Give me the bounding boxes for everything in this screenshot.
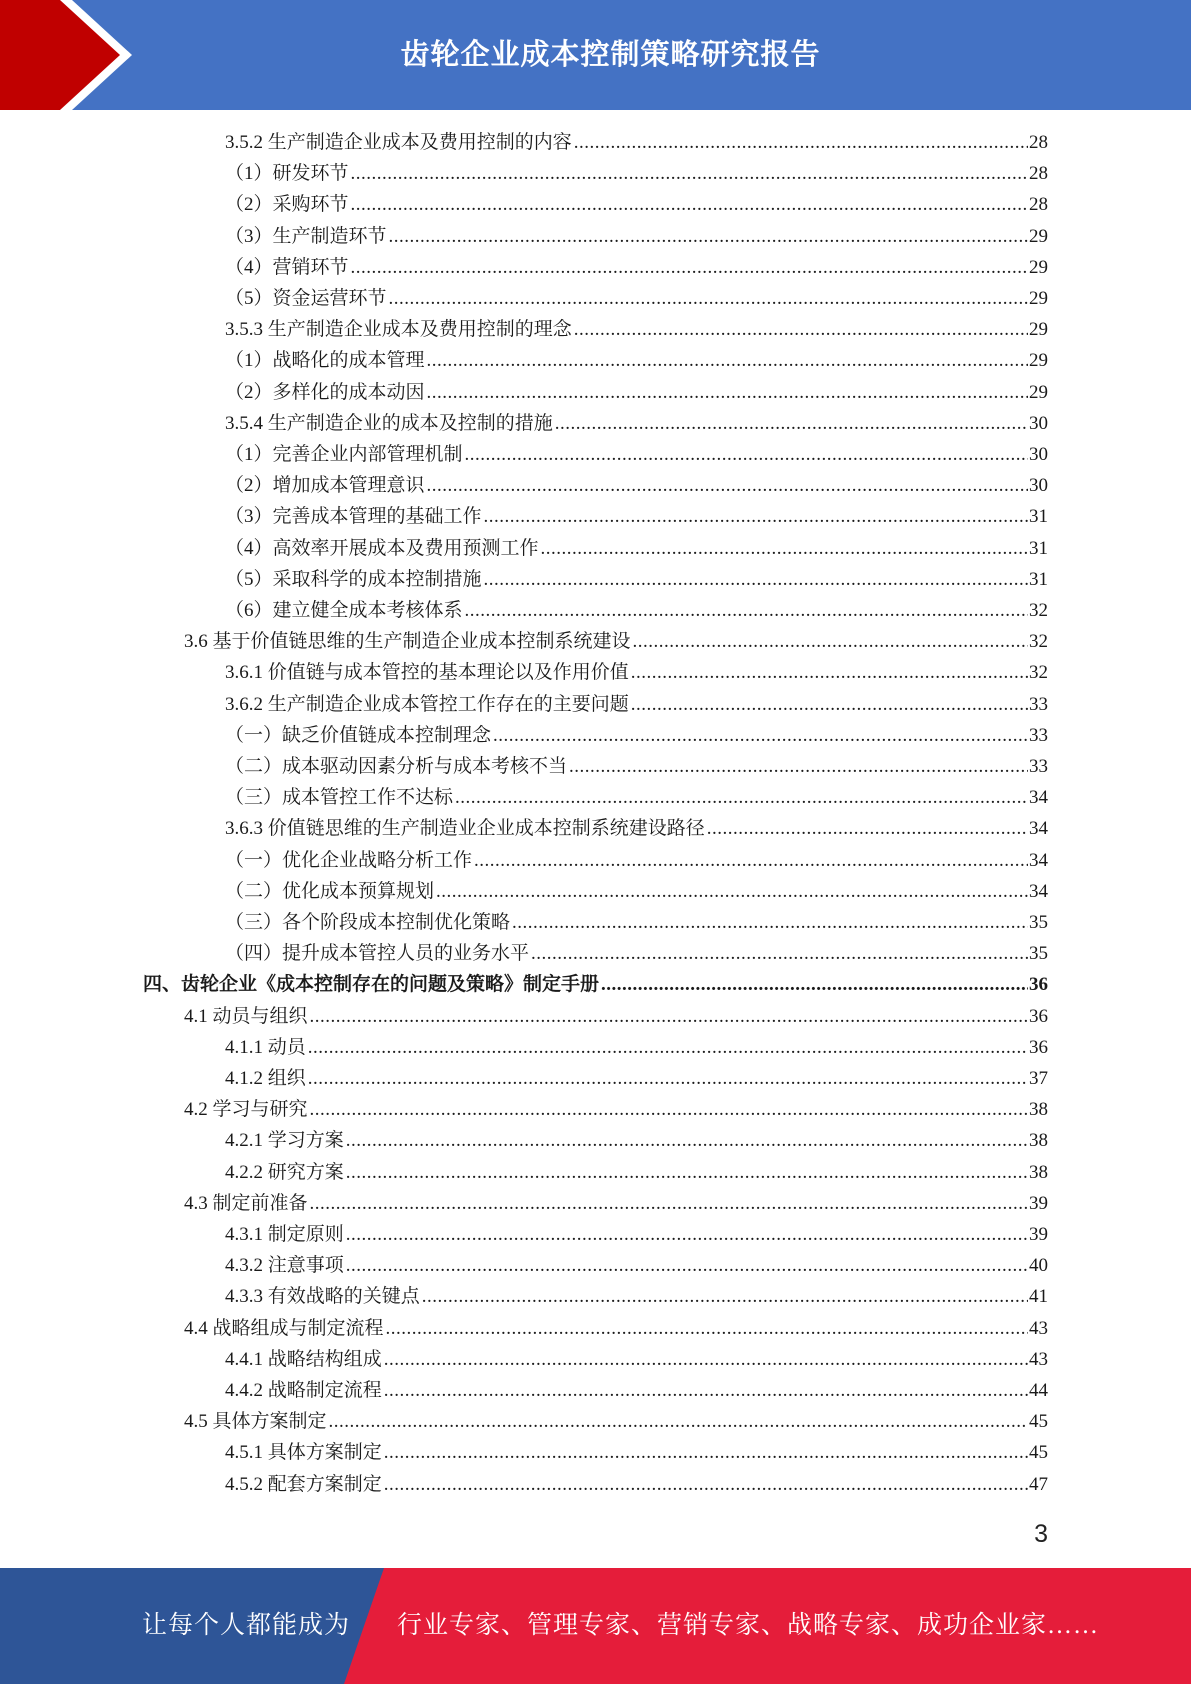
toc-dot-leader — [310, 1001, 1028, 1032]
toc-entry[interactable] — [225, 1469, 1048, 1500]
toc-entry-page: 34 — [1029, 880, 1048, 902]
toc-entry-page: 40 — [1029, 1255, 1048, 1277]
toc-entry-page: 43 — [1029, 1348, 1048, 1370]
toc-entry[interactable] — [225, 408, 1048, 439]
toc-entry-page: 29 — [1029, 381, 1048, 403]
toc-entry-page: 38 — [1029, 1130, 1048, 1152]
toc-entry[interactable] — [225, 595, 1048, 626]
toc-entry[interactable] — [184, 1001, 1048, 1032]
toc-entry-label: （5）资金运营环节 — [225, 288, 387, 309]
toc-entry-label: 4.2.2 研究方案 — [225, 1161, 344, 1183]
toc-entry[interactable] — [225, 1125, 1048, 1156]
toc-entry-page: 29 — [1029, 225, 1048, 247]
toc-entry[interactable] — [225, 127, 1048, 158]
toc-entry[interactable] — [225, 689, 1048, 720]
toc-entry-page: 32 — [1029, 631, 1048, 653]
toc-entry-label: 4.2.1 学习方案 — [225, 1130, 344, 1152]
toc-entry-page: 44 — [1029, 1380, 1048, 1401]
toc-dot-leader — [465, 439, 1028, 470]
toc-entry-page: 45 — [1029, 1411, 1048, 1433]
toc-entry[interactable] — [225, 1219, 1048, 1250]
page-title: 齿轮企业成本控制策略研究报告 — [400, 36, 821, 71]
toc-dot-leader — [386, 1313, 1028, 1344]
toc-dot-leader — [389, 283, 1028, 314]
toc-entry-label: 4.3.3 有效战略的关键点 — [225, 1286, 420, 1308]
toc-entry[interactable] — [225, 845, 1048, 876]
toc-entry[interactable] — [225, 345, 1048, 376]
toc-dot-leader — [351, 189, 1028, 220]
toc-entry-label: 3.6.1 价值链与成本管控的基本理论以及作用价值 — [225, 662, 629, 684]
toc-dot-leader — [389, 221, 1028, 252]
toc-dot-leader — [631, 657, 1028, 688]
toc-entry-page: 30 — [1029, 412, 1048, 434]
toc-entry-page: 36 — [1029, 1005, 1048, 1027]
toc-entry-label: 3.6.2 生产制造企业成本管控工作存在的主要问题 — [225, 693, 629, 715]
page-number: 3 — [1034, 1520, 1048, 1548]
toc-entry[interactable] — [225, 751, 1048, 782]
toc-entry[interactable] — [225, 439, 1048, 470]
toc-entry[interactable] — [225, 470, 1048, 501]
toc-entry-label: （1）研发环节 — [225, 163, 349, 185]
toc-entry-label: 四、齿轮企业《成本控制存在的问题及策略》制定手册 — [143, 974, 600, 996]
toc-dot-leader — [310, 1188, 1028, 1219]
toc-entry-page: 35 — [1029, 912, 1048, 933]
toc-entry-page: 39 — [1029, 1192, 1048, 1214]
toc-dot-leader — [384, 1344, 1028, 1375]
toc-entry[interactable] — [225, 314, 1048, 345]
toc-entry-label: （一）缺乏价值链成本控制理念 — [225, 724, 492, 746]
toc-entry-page: 31 — [1029, 537, 1048, 559]
toc-entry[interactable] — [225, 283, 1048, 314]
toc-entry-page: 29 — [1029, 288, 1048, 309]
toc-entry-label: 4.1.1 动员 — [225, 1036, 306, 1058]
toc-dot-leader — [308, 1032, 1028, 1063]
toc-dot-leader — [484, 564, 1028, 595]
toc-entry-label: 3.5.4 生产制造企业的成本及控制的措施 — [225, 412, 553, 434]
toc-entry-page: 28 — [1029, 132, 1048, 153]
toc-entry-page: 37 — [1029, 1068, 1048, 1089]
toc-entry-page: 35 — [1029, 943, 1048, 965]
toc-entry-page: 36 — [1029, 1036, 1048, 1058]
toc-dot-leader — [484, 501, 1028, 532]
toc-dot-leader — [493, 720, 1028, 751]
toc-entry-label: （1）完善企业内部管理机制 — [225, 444, 463, 465]
toc-entry[interactable] — [184, 1188, 1048, 1219]
toc-entry-page: 32 — [1029, 662, 1048, 684]
toc-entry-label: 4.3.2 注意事项 — [225, 1255, 344, 1277]
toc-entry-page: 38 — [1029, 1161, 1048, 1183]
toc-entry-page: 36 — [1029, 974, 1048, 996]
toc-entry[interactable] — [225, 1157, 1048, 1188]
toc-entry-page: 28 — [1029, 194, 1048, 216]
toc-entry-page: 33 — [1029, 756, 1048, 777]
toc-dot-leader — [422, 1281, 1028, 1312]
toc-dot-leader — [574, 127, 1028, 158]
toc-entry[interactable] — [225, 1344, 1048, 1375]
toc-entry[interactable] — [225, 189, 1048, 220]
toc-entry-label: 3.6.3 价值链思维的生产制造业企业成本控制系统建设路径 — [225, 818, 705, 840]
toc-entry-page: 33 — [1029, 724, 1048, 746]
toc-entry-label: （二）优化成本预算规划 — [225, 880, 435, 902]
toc-entry-label: （3）完善成本管理的基础工作 — [225, 506, 482, 528]
toc-entry[interactable] — [184, 1406, 1048, 1437]
toc-entry[interactable] — [184, 626, 1048, 657]
toc-entry-label: 4.1.2 组织 — [225, 1068, 306, 1089]
toc-dot-leader — [707, 813, 1028, 844]
toc-entry[interactable] — [225, 1250, 1048, 1281]
toc-entry-label: 4.4.1 战略结构组成 — [225, 1348, 382, 1370]
toc-entry[interactable] — [225, 782, 1048, 813]
toc-entry-page: 31 — [1029, 568, 1048, 590]
toc-entry[interactable] — [225, 657, 1048, 688]
toc-entry[interactable] — [225, 813, 1048, 844]
toc-entry-page: 31 — [1029, 506, 1048, 528]
toc-entry-page: 45 — [1029, 1442, 1048, 1464]
toc-dot-leader — [455, 782, 1028, 813]
toc-entry-page: 34 — [1029, 818, 1048, 840]
toc-entry[interactable] — [225, 221, 1048, 252]
toc-dot-leader — [384, 1469, 1028, 1500]
toc-dot-leader — [633, 626, 1028, 657]
toc-dot-leader — [310, 1094, 1028, 1125]
toc-entry-label: 4.1 动员与组织 — [184, 1005, 308, 1027]
toc-entry-label: （3）生产制造环节 — [225, 225, 387, 247]
footer-slogan-right: 行业专家、管理专家、营销专家、战略专家、成功企业家…… — [397, 1612, 1100, 1639]
toc-dot-leader — [329, 1406, 1028, 1437]
toc-entry-page: 38 — [1029, 1099, 1048, 1121]
toc-entry-label: （三）成本管控工作不达标 — [225, 787, 454, 809]
toc-entry-label: 3.5.3 生产制造企业成本及费用控制的理念 — [225, 319, 572, 341]
toc-entry-page: 30 — [1029, 475, 1048, 497]
toc-entry[interactable] — [225, 1032, 1048, 1063]
toc-entry-page: 32 — [1029, 600, 1048, 621]
toc-entry[interactable] — [225, 252, 1048, 283]
toc-dot-leader — [631, 689, 1028, 720]
toc-entry[interactable] — [184, 1313, 1048, 1344]
toc-entry-label: 4.5.2 配套方案制定 — [225, 1473, 382, 1495]
toc-entry-page: 29 — [1029, 256, 1048, 278]
toc-entry-label: 4.3 制定前准备 — [184, 1192, 308, 1214]
toc-dot-leader — [384, 1437, 1028, 1468]
toc-entry-page: 34 — [1029, 849, 1048, 871]
toc-entry-label: 4.2 学习与研究 — [184, 1099, 308, 1121]
toc-entry-label: （4）营销环节 — [225, 256, 349, 278]
toc-entry[interactable] — [225, 564, 1048, 595]
toc-entry-page: 28 — [1029, 163, 1048, 185]
toc-entry[interactable] — [225, 720, 1048, 751]
toc-dot-leader — [555, 408, 1028, 439]
toc-entry-label: （2）增加成本管理意识 — [225, 475, 425, 497]
toc-dot-leader — [474, 845, 1028, 876]
toc-dot-leader — [346, 1219, 1028, 1250]
toc-dot-leader — [351, 252, 1028, 283]
page-header — [0, 0, 1191, 110]
toc-entry[interactable] — [225, 533, 1048, 564]
toc-entry-label: 4.5 具体方案制定 — [184, 1411, 327, 1433]
toc-entry[interactable] — [225, 158, 1048, 189]
toc-entry[interactable] — [225, 907, 1048, 938]
toc-entry[interactable] — [225, 501, 1048, 532]
toc-entry-label: （二）成本驱动因素分析与成本考核不当 — [225, 756, 568, 777]
toc-entry-label: 3.5.2 生产制造企业成本及费用控制的内容 — [225, 132, 572, 153]
toc-dot-leader — [465, 595, 1028, 626]
toc-entry-page: 43 — [1029, 1317, 1048, 1339]
toc-dot-leader — [346, 1157, 1028, 1188]
toc-dot-leader — [436, 876, 1028, 907]
toc-entry-page: 30 — [1029, 444, 1048, 465]
toc-dot-leader — [574, 314, 1028, 345]
toc-entry-label: 4.3.1 制定原则 — [225, 1224, 344, 1245]
toc-dot-leader — [569, 751, 1028, 782]
toc-entry-label: 3.6 基于价值链思维的生产制造企业成本控制系统建设 — [184, 631, 631, 653]
toc-entry[interactable] — [143, 969, 1048, 1000]
toc-dot-leader — [541, 533, 1028, 564]
toc-entry-page: 34 — [1029, 787, 1048, 809]
footer-slogan-left: 让每个人都能成为 — [142, 1612, 351, 1639]
toc-entry-page: 29 — [1029, 319, 1048, 341]
toc-entry[interactable] — [225, 377, 1048, 408]
toc-dot-leader — [427, 345, 1028, 376]
toc-entry[interactable] — [225, 1281, 1048, 1312]
toc-entry-label: 4.4 战略组成与制定流程 — [184, 1317, 384, 1339]
toc-entry-page: 41 — [1029, 1286, 1048, 1308]
toc-entry-label: 4.5.1 具体方案制定 — [225, 1442, 382, 1464]
toc-entry[interactable] — [225, 1437, 1048, 1468]
toc-dot-leader — [601, 969, 1028, 1000]
toc-dot-leader — [531, 938, 1028, 969]
toc-entry[interactable] — [225, 938, 1048, 969]
toc-entry[interactable] — [225, 1063, 1048, 1094]
toc-dot-leader — [427, 470, 1028, 501]
toc-entry-page: 33 — [1029, 693, 1048, 715]
toc-dot-leader — [512, 907, 1028, 938]
toc-entry[interactable] — [225, 1375, 1048, 1406]
toc-entry-label: （2）多样化的成本动因 — [225, 381, 425, 403]
toc-entry-label: （四）提升成本管控人员的业务水平 — [225, 943, 530, 965]
toc-dot-leader — [346, 1125, 1028, 1156]
toc-dot-leader — [346, 1250, 1028, 1281]
toc-dot-leader — [427, 377, 1028, 408]
toc-entry-page: 47 — [1029, 1473, 1048, 1495]
toc-entry[interactable] — [225, 876, 1048, 907]
toc-dot-leader — [351, 158, 1028, 189]
toc-entry-page: 39 — [1029, 1224, 1048, 1245]
toc-entry-label: （一）优化企业战略分析工作 — [225, 849, 473, 871]
toc-entry[interactable] — [184, 1094, 1048, 1125]
toc-entry-label: （1）战略化的成本管理 — [225, 350, 425, 372]
toc-entry-label: （4）高效率开展成本及费用预测工作 — [225, 537, 539, 559]
toc-entry-label: （三）各个阶段成本控制优化策略 — [225, 912, 511, 933]
toc-entry-label: （6）建立健全成本考核体系 — [225, 600, 463, 621]
toc-entry-label: （2）采购环节 — [225, 194, 349, 216]
toc-dot-leader — [308, 1063, 1028, 1094]
toc-entry-page: 29 — [1029, 350, 1048, 372]
toc-entry-label: 4.4.2 战略制定流程 — [225, 1380, 382, 1401]
toc-dot-leader — [384, 1375, 1028, 1406]
toc-entry-label: （5）采取科学的成本控制措施 — [225, 568, 482, 590]
page-footer — [0, 1568, 1191, 1684]
